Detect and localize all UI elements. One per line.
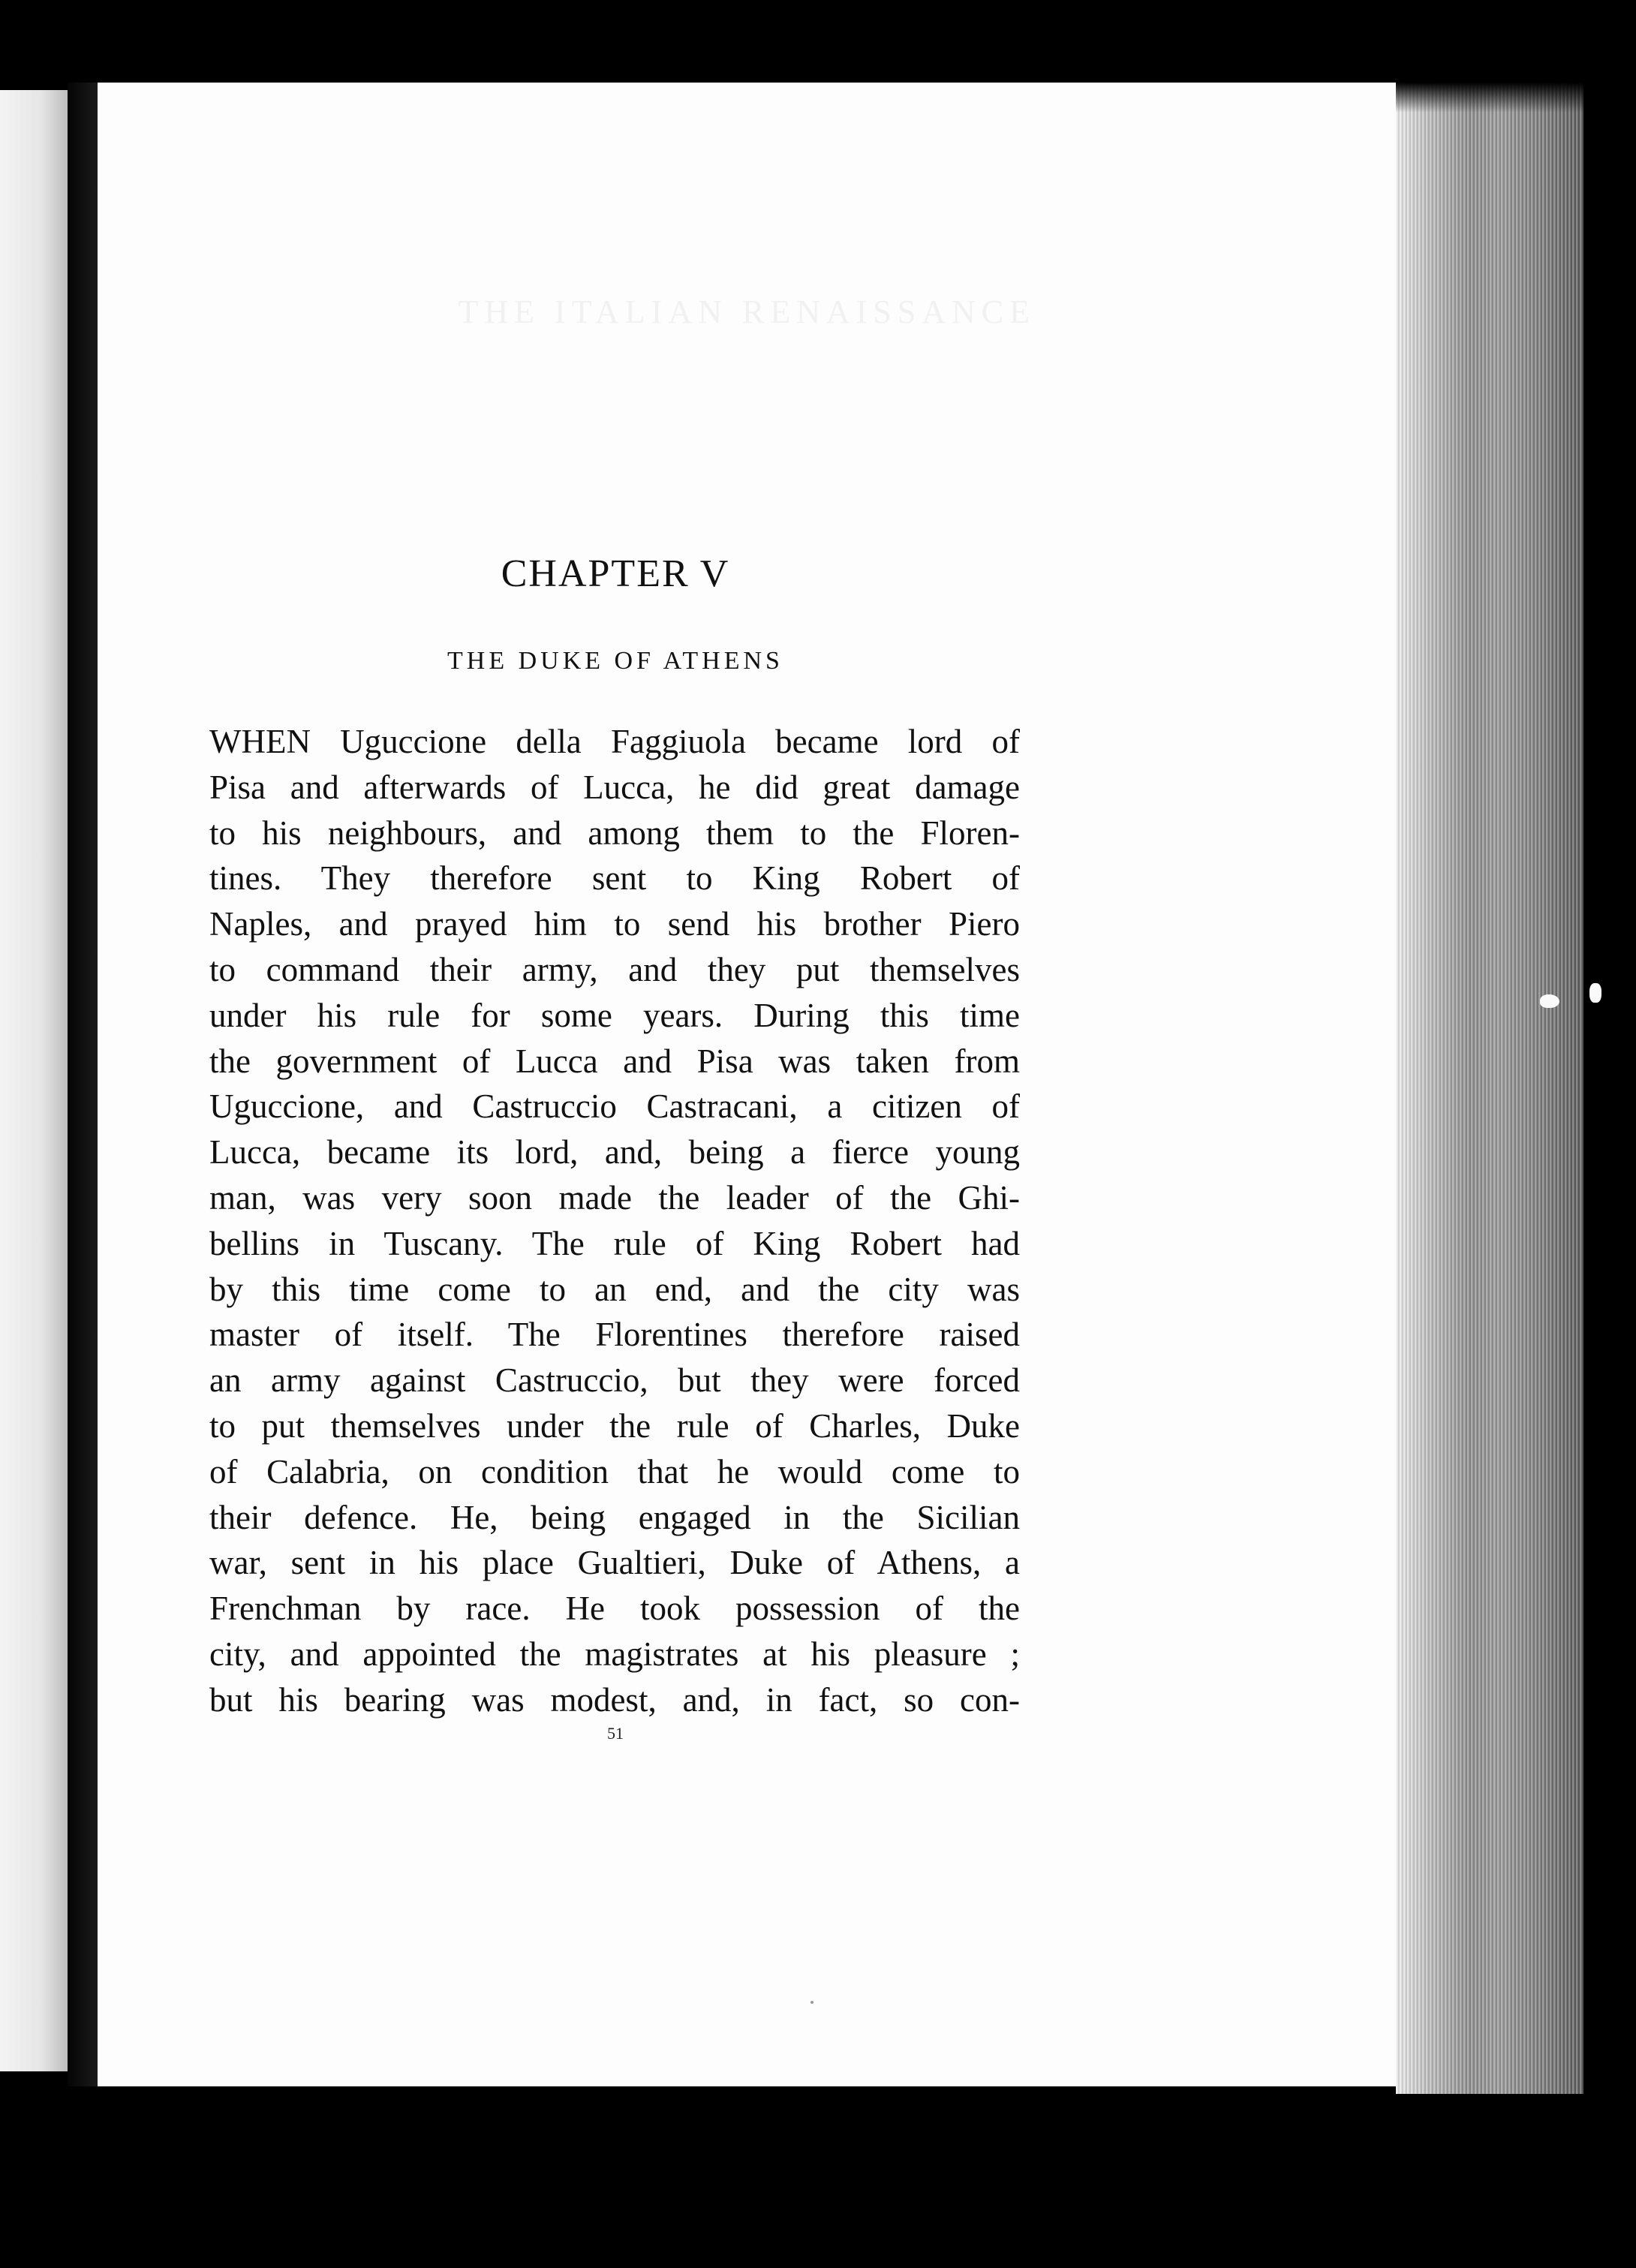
text-line: bellins in Tuscany. The rule of King Robert had [209,1224,1020,1262]
page-number: 51 [607,1724,624,1743]
text-line: the government of Lucca and Pisa was taken from [209,1042,1020,1080]
text-line: tines. They therefore sent to King Robert of [209,859,1020,898]
text-line: WHEN Uguccione della Faggiuola became lord of [209,723,1020,760]
text-line: their defence. He, being engaged in the Sicilian [209,1498,1020,1536]
text-line: but his bearing was modest, and, in fact, so con- [209,1680,1020,1719]
paper-speck [810,2001,813,2004]
edge-blemish [1589,983,1601,1003]
text-line: war, sent in his place Gualtieri, Duke of Athens, a [209,1544,1020,1582]
gutter-shadow [68,83,98,2086]
left-page-edge [0,90,68,2071]
text-line: Frenchman by race. He took possession of the [209,1590,1020,1628]
text-line: Lucca, became its lord, and, being a fierce young [209,1133,1020,1172]
text-line: to his neighbours, and among them to the Floren- [209,814,1020,852]
chapter-title: CHAPTER V [501,552,730,595]
text-line: city, and appointed the magistrates at his pleasure ; [209,1635,1020,1673]
text-line: Uguccione, and Castruccio Castracani, a citizen of [209,1087,1020,1126]
text-line: man, was very soon made the leader of the Ghi- [209,1178,1020,1217]
body-text [209,719,1020,1723]
chapter-subtitle: THE DUKE OF ATHENS [447,647,783,675]
text-line: master of itself. The Florentines therefore raised [209,1316,1020,1354]
text-line: under his rule for some years. During this time [209,996,1020,1034]
text-line: to put themselves under the rule of Charles, Duke [209,1406,1020,1445]
text-line: by this time come to an end, and the city was [209,1270,1020,1308]
text-line: of Calabria, on condition that he would come to [209,1452,1020,1490]
text-line: Pisa and afterwards of Lucca, he did great damage [209,768,1020,806]
text-line: an army against Castruccio, but they were forced [209,1361,1020,1400]
bleed-through-header: THE ITALIAN RENAISSANCE [458,293,1036,330]
edge-blemish [1540,994,1559,1008]
text-line: to command their army, and they put themselves [209,950,1020,988]
text-line: Naples, and prayed him to send his brother Piero [209,905,1020,943]
page-fore-edge [1396,83,1583,2094]
